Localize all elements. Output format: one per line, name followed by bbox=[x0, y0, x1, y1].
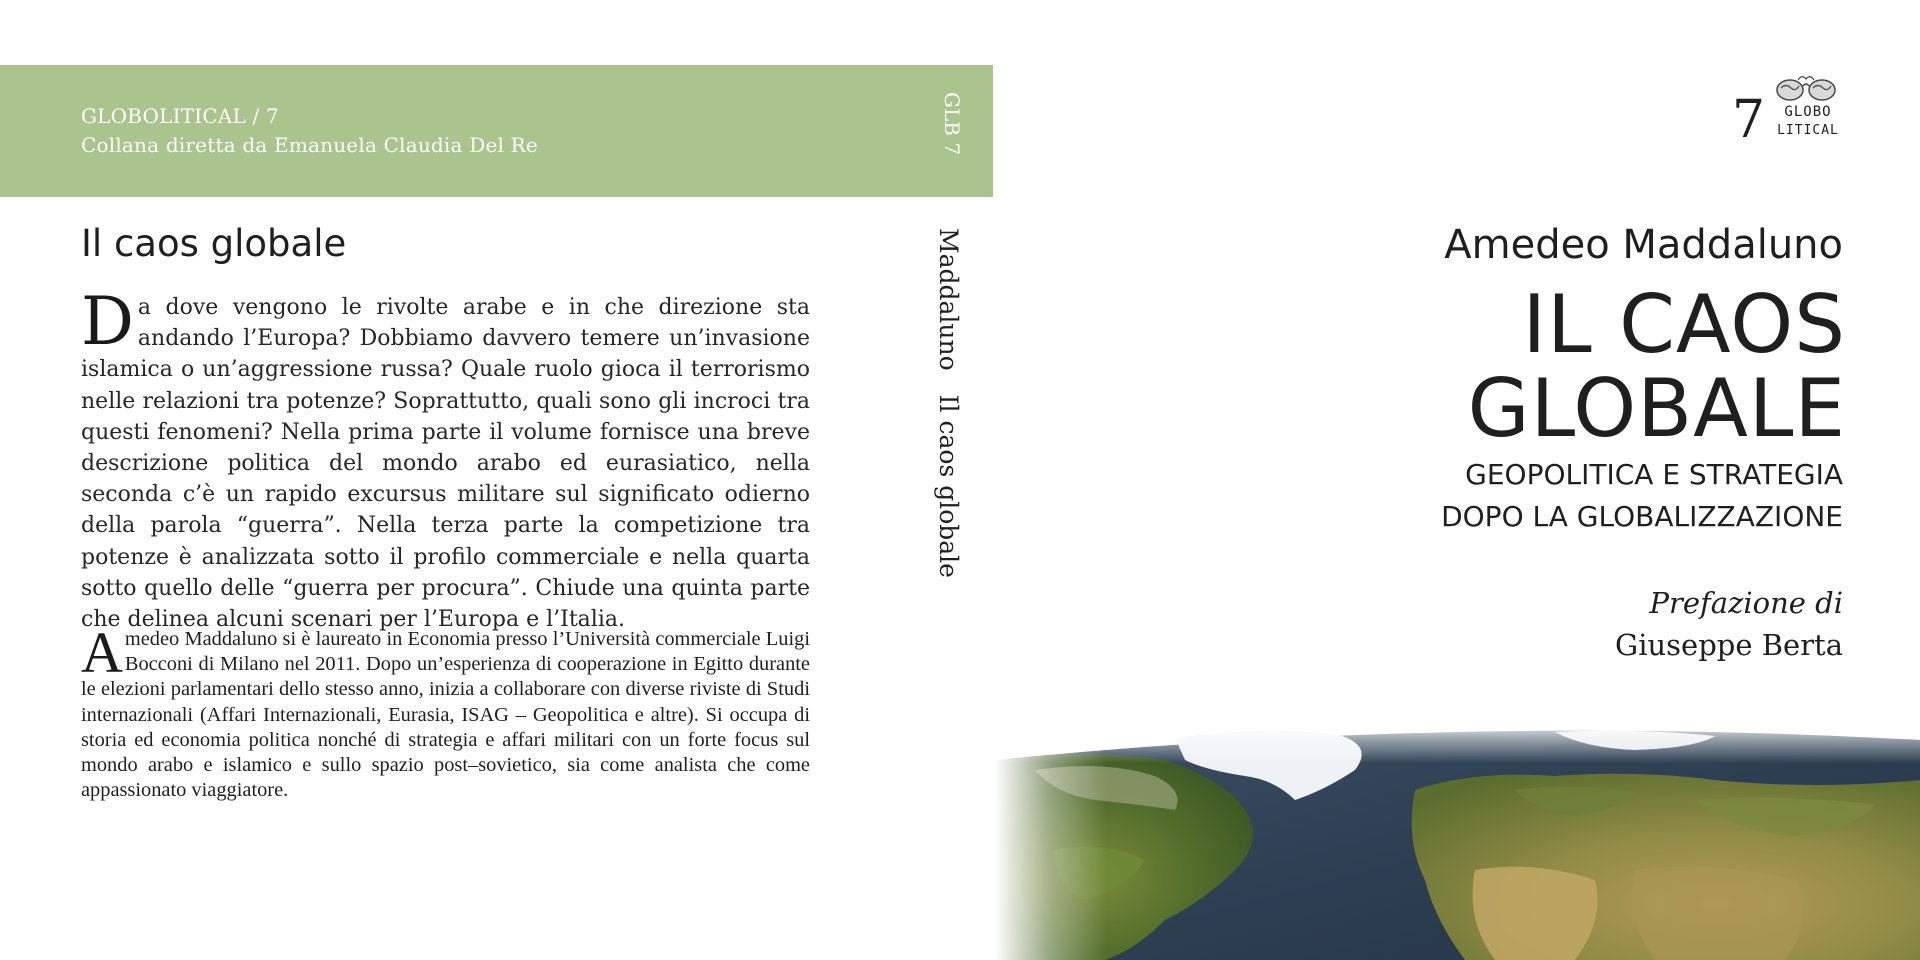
spine-author: Maddaluno bbox=[934, 228, 963, 371]
logo-text-2: LITICAL bbox=[1777, 123, 1839, 138]
series-editor: Collana diretta da Emanuela Claudia Del Re bbox=[81, 133, 538, 157]
bio-text: medeo Maddaluno si è laureato in Economia presso l’Università commerciale Luigi Bocconi di Milano nel 2011. Dopo un’esperienza di cooperazione in Egitto durante le elezioni parlamentari dello stesso anno, inizia a collaborare con diverse riviste di Studi internazionali (Affari Internazionali, Eurasia, ISAG – Geopolitica e altre). Si occupa di storia ed economia politica nonché di strategia e affari militari con un forte focus sul mondo arabo e islamico e sullo spazio post–sovietico, sia come analista che come appassionato viaggiatore. bbox=[81, 628, 810, 802]
logo-text-1: GLOBO bbox=[1784, 104, 1832, 120]
globe-glasses-logo-icon bbox=[1772, 72, 1844, 144]
spine-series-code: GLB 7 bbox=[940, 92, 964, 156]
subtitle-line-1: GEOPOLITICA E STRATEGIA bbox=[1465, 458, 1843, 491]
series-band bbox=[0, 65, 993, 197]
earth-satellite-image bbox=[995, 720, 1920, 960]
series-name: GLOBOLITICAL / 7 bbox=[81, 104, 279, 128]
spine-title: Il caos globale bbox=[934, 394, 963, 578]
preface-author: Giuseppe Berta bbox=[1615, 628, 1843, 662]
title-line-2: GLOBALE bbox=[1467, 362, 1846, 455]
title-line-1: IL CAOS bbox=[1522, 278, 1846, 371]
book-blurb bbox=[81, 283, 810, 635]
blurb-text: a dove vengono le rivolte arabe e in che direzione sta andando l’Europa? Dobbiamo davvero temere un’invasione islamica o un’aggressione russa? Quale ruolo gioca il terrorismo nelle relazioni tra potenze? Soprattutto, quali sono gli incroci tra questi fenomeni? Nella prima parte il volume fornisce una breve descrizione politica del mondo arabo ed eurasiatico, nella seconda c’è un rapido excursus militare sul significato odierno della parola “guerra”. Nella terza parte la competizione tra potenze è analizzata sotto il profilo commerciale e nella quarta sotto quello delle “guerra per procura”. Chiude una quinta parte che delinea alcuni scenari per l’Europa e l’Italia. bbox=[81, 295, 810, 633]
author-name: Amedeo Maddaluno bbox=[1444, 222, 1843, 268]
blurb-dropcap: D bbox=[81, 283, 134, 360]
volume-number: 7 bbox=[1732, 90, 1766, 150]
subtitle-line-2: DOPO LA GLOBALIZZAZIONE bbox=[1441, 500, 1843, 533]
bio-dropcap: A bbox=[81, 620, 123, 685]
author-bio bbox=[81, 620, 810, 803]
back-cover-title: Il caos globale bbox=[81, 222, 347, 265]
spine-label bbox=[934, 228, 963, 578]
preface-label: Prefazione di bbox=[1649, 586, 1843, 620]
